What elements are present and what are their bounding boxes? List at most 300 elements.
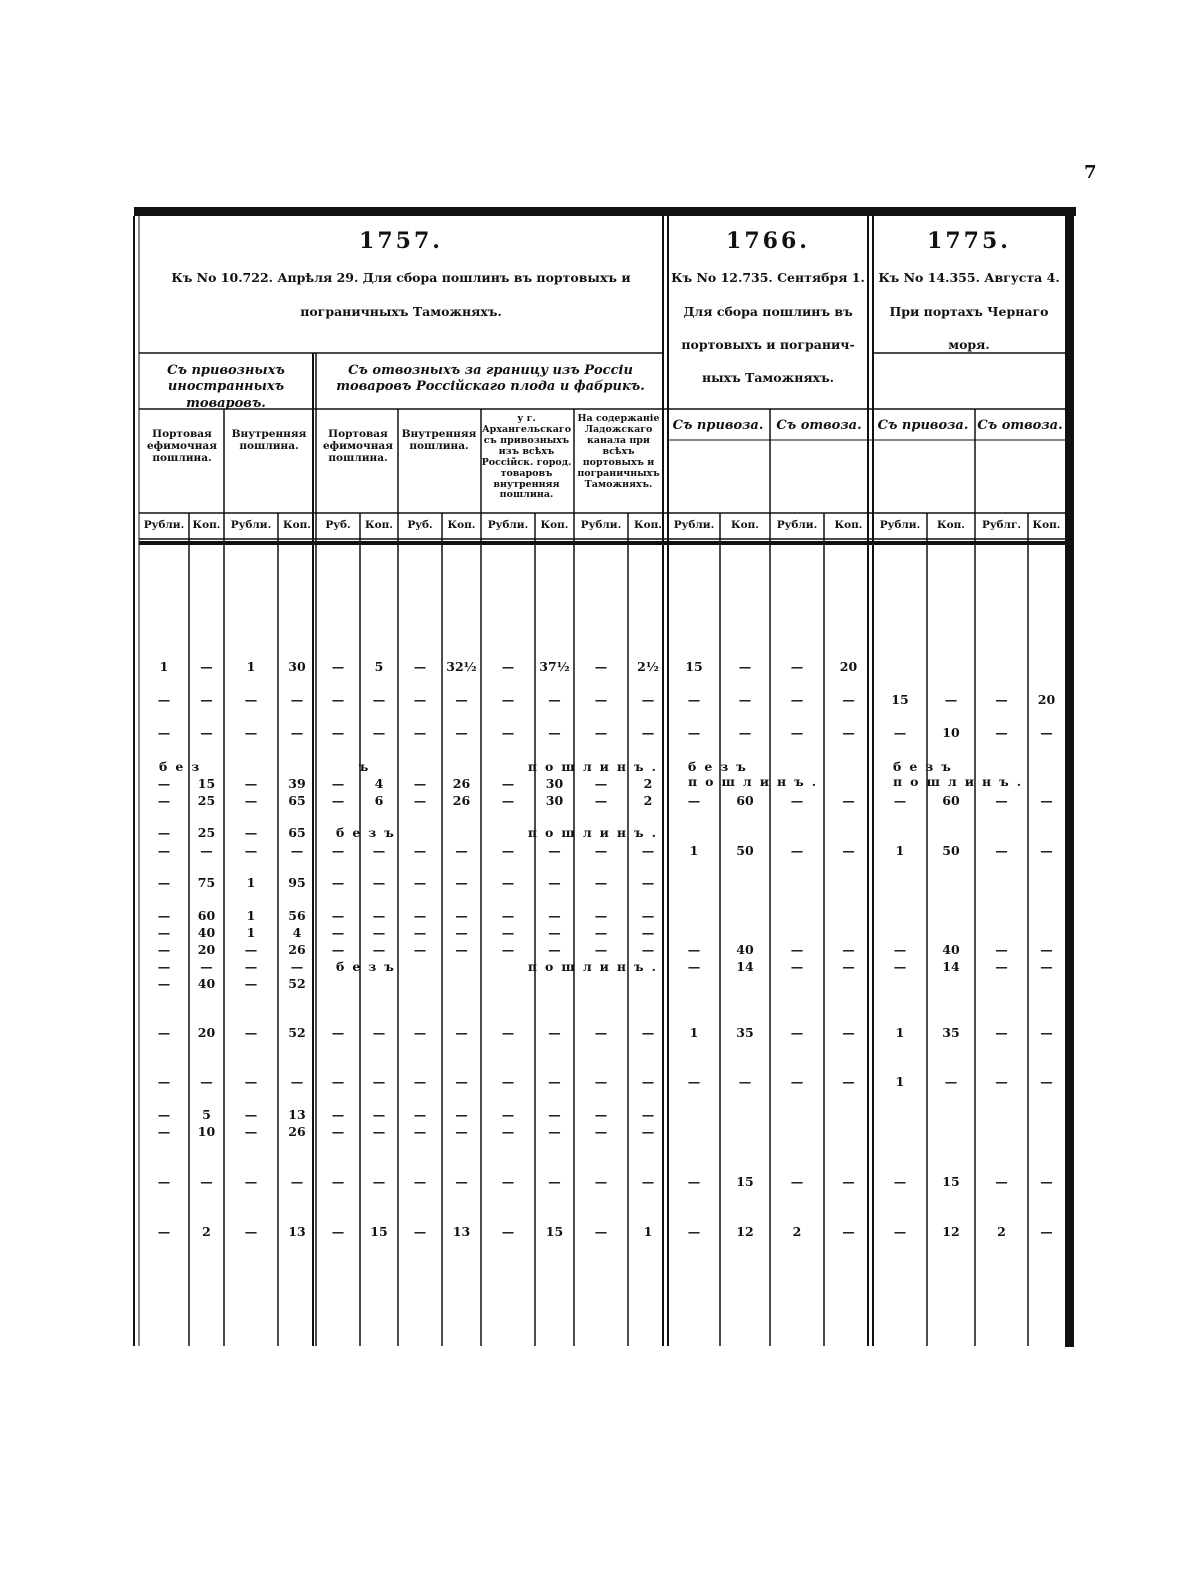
table-cell: — <box>641 1107 655 1122</box>
unit-label: Руб. <box>325 519 351 531</box>
unit-label: Рубли. <box>580 519 622 531</box>
import-1766: Съ привоза. <box>672 418 764 433</box>
table-cell: — <box>413 925 427 940</box>
table-cell: 5 <box>374 659 384 674</box>
table-cell: 60 <box>942 793 960 808</box>
table-cell: 50 <box>942 843 960 858</box>
import-group-1757: Съ привозныхъ иностранныхъ товаровъ. <box>167 363 285 411</box>
table-cell: — <box>157 793 171 808</box>
table-cell: — <box>157 875 171 890</box>
table-cell: — <box>372 925 386 940</box>
table-cell: — <box>501 843 515 858</box>
table-cell: — <box>331 925 345 940</box>
table-cell: — <box>157 843 171 858</box>
table-cell: — <box>372 843 386 858</box>
page-number: 7 <box>1084 162 1097 183</box>
year-1766: 1766. <box>726 228 810 254</box>
decree-1766-line1: Къ No 12.735. Сентября 1. <box>671 270 865 285</box>
table-cell: — <box>413 725 427 740</box>
table-cell: — <box>244 1124 258 1139</box>
table-cell: 26 <box>288 1124 306 1139</box>
sub-port-import: Портовая ефимочная пошлина. <box>147 428 217 465</box>
table-cell: — <box>1040 843 1053 858</box>
table-cell: — <box>1040 725 1053 740</box>
table-cell: — <box>157 1107 171 1122</box>
table-cell: — <box>548 1174 561 1189</box>
table-cell: 15 <box>370 1224 388 1239</box>
table-cell: — <box>290 1174 304 1189</box>
table-cell: — <box>687 959 701 974</box>
table-cell: — <box>244 776 258 791</box>
table-cell: — <box>413 1124 427 1139</box>
table-cell: 60 <box>736 793 754 808</box>
table-cell: — <box>290 692 304 707</box>
table-cell: — <box>687 942 701 957</box>
table-cell: — <box>790 959 804 974</box>
unit-label: Коп. <box>731 519 759 531</box>
table-cell: — <box>893 793 907 808</box>
table-cell: — <box>200 1174 213 1189</box>
table-cell: 10 <box>942 725 960 740</box>
table-cell: 10 <box>197 1124 216 1139</box>
table-cell: 1 <box>246 925 256 940</box>
table-cell: — <box>157 725 171 740</box>
table-cell: — <box>455 908 468 923</box>
table-cell: — <box>687 1174 701 1189</box>
table-cell: — <box>331 1124 345 1139</box>
table-cell: 35 <box>942 1025 960 1040</box>
table-cell: — <box>157 942 171 957</box>
table-cell: — <box>331 1224 345 1239</box>
table-cell: — <box>501 793 515 808</box>
table-cell: — <box>455 925 468 940</box>
table-cell: 12 <box>942 1224 960 1239</box>
table-cell: — <box>842 793 855 808</box>
table-cell: — <box>594 659 608 674</box>
table-cell: — <box>244 1025 258 1040</box>
table-cell: — <box>594 692 608 707</box>
table-cell: — <box>641 908 655 923</box>
without-duty-note: безъ пошлинъ. <box>893 759 1030 789</box>
table-cell: — <box>413 875 427 890</box>
without-duty-note: безъ пошлинъ. <box>688 759 825 789</box>
table-cell: 15 <box>197 776 216 791</box>
table-cell: — <box>244 843 258 858</box>
sub-internal-export: Внутренняя пошлина. <box>401 428 477 453</box>
unit-label: Рубли. <box>879 519 921 531</box>
table-cell: 40 <box>942 942 960 957</box>
table-cell: 56 <box>288 908 306 923</box>
table-cell: — <box>455 1107 468 1122</box>
table-cell: 2½ <box>637 659 659 674</box>
table-cell: 4 <box>292 925 302 940</box>
table-cell: — <box>372 725 386 740</box>
table-cell: 35 <box>736 1025 754 1040</box>
table-cell: 40 <box>736 942 754 957</box>
table-cell: — <box>372 1107 386 1122</box>
top-rule <box>134 207 1076 216</box>
table-cell: 52 <box>288 976 306 991</box>
table-cell: — <box>157 825 171 840</box>
table-cell: — <box>842 1174 855 1189</box>
table-cell: 75 <box>197 875 216 890</box>
table-cell: 40 <box>197 925 216 940</box>
decree-1766-line2: Для сбора пошлинъ въ <box>683 304 853 319</box>
table-cell: — <box>331 1107 345 1122</box>
table-cell: — <box>244 942 258 957</box>
unit-label: Рубли. <box>487 519 529 531</box>
table-cell: — <box>157 959 171 974</box>
year-1757: 1757. <box>359 228 443 254</box>
table-cell: — <box>790 1174 804 1189</box>
table-cell: 1 <box>895 1074 905 1089</box>
table-cell: — <box>594 725 608 740</box>
unit-label: Коп. <box>834 519 863 531</box>
right-rule <box>1065 207 1074 1347</box>
table-cell: — <box>842 725 855 740</box>
table-cell: — <box>501 692 515 707</box>
table-cell: 15 <box>685 659 703 674</box>
table-cell: — <box>1040 942 1053 957</box>
table-cell: — <box>331 776 345 791</box>
table-cell: — <box>944 692 958 707</box>
table-cell: 15 <box>545 1224 564 1239</box>
table-cell: — <box>331 908 345 923</box>
table-cell: — <box>548 1124 561 1139</box>
table-cell: — <box>842 959 855 974</box>
table-cell: — <box>157 1025 171 1040</box>
table-cell: — <box>893 1174 907 1189</box>
table-cell: — <box>548 843 561 858</box>
table-cell: — <box>413 1074 427 1089</box>
table-cell: 26 <box>288 942 306 957</box>
table-cell: — <box>157 925 171 940</box>
table-cell: — <box>548 925 561 940</box>
table-cell: 30 <box>545 776 564 791</box>
table-cell: — <box>244 959 258 974</box>
table-cell: — <box>413 908 427 923</box>
table-cell: — <box>995 843 1008 858</box>
table-cell: 2 <box>202 1224 211 1239</box>
table-cell: — <box>1040 1025 1053 1040</box>
table-cell: — <box>594 1174 608 1189</box>
table-cell: — <box>501 1174 515 1189</box>
table-cell: — <box>641 1174 655 1189</box>
table-cell: — <box>455 875 468 890</box>
table-cell: — <box>594 925 608 940</box>
table-cell: — <box>372 692 386 707</box>
table-cell: — <box>995 1074 1008 1089</box>
table-cell: — <box>1040 959 1053 974</box>
table-cell: — <box>790 1025 804 1040</box>
table-cell: 20 <box>197 942 216 957</box>
table-cell: — <box>413 1107 427 1122</box>
table-cell: — <box>244 725 258 740</box>
table-cell: — <box>455 1124 468 1139</box>
table-cell: — <box>501 875 515 890</box>
table-cell: — <box>893 959 907 974</box>
table-cell: — <box>641 942 655 957</box>
table-cell: — <box>455 843 468 858</box>
table-cell: 1 <box>246 659 256 674</box>
table-cell: 25 <box>197 793 216 808</box>
table-cell: — <box>687 1224 701 1239</box>
table-cell: — <box>594 1124 608 1139</box>
table-cell: — <box>331 1074 345 1089</box>
table-cell: — <box>995 1025 1008 1040</box>
table-cell: 65 <box>288 825 306 840</box>
table-cell: — <box>244 976 258 991</box>
table-cell: — <box>893 725 907 740</box>
table-cell: 2 <box>792 1224 802 1239</box>
table-cell: — <box>290 959 304 974</box>
unit-label: Рубли. <box>776 519 818 531</box>
table-cell: — <box>641 1124 655 1139</box>
table-cell: — <box>641 925 655 940</box>
table-cell: 14 <box>736 959 754 974</box>
table-cell: 2 <box>643 793 653 808</box>
table-cell: — <box>687 793 701 808</box>
table-cell: — <box>244 692 258 707</box>
table-cell: — <box>501 925 515 940</box>
unit-label: Коп. <box>192 519 221 531</box>
table-cell: — <box>372 1025 386 1040</box>
export-1766: Съ отвоза. <box>776 418 862 433</box>
table-cell: — <box>1040 1074 1053 1089</box>
table-cell: — <box>594 1107 608 1122</box>
table-cell: 25 <box>197 825 216 840</box>
table-cell: — <box>738 725 752 740</box>
table-cell: — <box>501 1224 515 1239</box>
table-cell: — <box>331 725 345 740</box>
table-cell: — <box>413 1174 427 1189</box>
import-1775: Съ привоза. <box>877 418 969 433</box>
table-cell: — <box>641 692 655 707</box>
table-cell: 2 <box>643 776 653 791</box>
table-cell: — <box>200 959 213 974</box>
table-cell: — <box>157 1124 171 1139</box>
table-cell: 13 <box>288 1224 306 1239</box>
sub-ladoga: На содержаніе Ладожскаго канала при всѣхъ портовыхъ и пограничныхъ Таможняхъ. <box>577 413 660 490</box>
table-cell: — <box>413 843 427 858</box>
table-cell: 40 <box>197 976 216 991</box>
table-cell: 50 <box>736 843 754 858</box>
table-cell: — <box>501 942 515 957</box>
table-cell: — <box>290 725 304 740</box>
table-cell: 1 <box>689 843 699 858</box>
table-cell: — <box>790 659 804 674</box>
table-cell: — <box>413 942 427 957</box>
table-cell: — <box>157 1224 171 1239</box>
table-cell: 26 <box>452 776 471 791</box>
table-cell: 20 <box>1037 692 1056 707</box>
table-cell: — <box>244 1107 258 1122</box>
decree-1757-line1: Къ No 10.722. Апрѣля 29. Для сбора пошлинъ въ портовыхъ и <box>171 270 631 285</box>
table-cell: — <box>1040 1224 1053 1239</box>
table-cell: — <box>687 725 701 740</box>
table-cell: — <box>995 793 1008 808</box>
decree-1775-line3: моря. <box>948 337 990 352</box>
unit-label: Коп. <box>447 519 476 531</box>
table-cell: 13 <box>288 1107 306 1122</box>
table-cell: — <box>738 692 752 707</box>
table-cell: — <box>200 692 213 707</box>
table-cell: — <box>790 942 804 957</box>
table-cell: — <box>157 908 171 923</box>
unit-label: Коп. <box>634 519 662 531</box>
table-cell: — <box>200 843 213 858</box>
table-cell: — <box>290 1074 304 1089</box>
table-cell: — <box>501 725 515 740</box>
table-cell: — <box>594 942 608 957</box>
table-cell: — <box>594 843 608 858</box>
table-cell: — <box>455 942 468 957</box>
table-cell: 4 <box>374 776 384 791</box>
table-cell: 1 <box>246 908 256 923</box>
unit-label: Руб. <box>407 519 433 531</box>
table-cell: — <box>790 793 804 808</box>
without-duty-note: без ъ пошлинъ. <box>159 759 664 774</box>
table-cell: 6 <box>374 793 384 808</box>
table-cell: 12 <box>736 1224 754 1239</box>
table-cell: — <box>548 1025 561 1040</box>
table-cell: — <box>995 692 1008 707</box>
table-cell: — <box>687 1074 701 1089</box>
table-cell: 2 <box>997 1224 1006 1239</box>
table-cell: — <box>331 875 345 890</box>
table-cell: — <box>1040 1174 1053 1189</box>
table-cell: — <box>413 776 427 791</box>
table-cell: 15 <box>736 1174 754 1189</box>
table-cell: — <box>790 692 804 707</box>
table-cell: — <box>244 825 258 840</box>
unit-label: Рубли. <box>673 519 715 531</box>
table-cell: — <box>455 1074 468 1089</box>
table-cell: — <box>290 843 304 858</box>
table-cell: 1 <box>246 875 256 890</box>
table-cell: — <box>331 1025 345 1040</box>
table-cell: — <box>244 1074 258 1089</box>
table-cell: 20 <box>197 1025 216 1040</box>
export-group-1757: Съ отвозныхъ за границу изъ Россіи товаровъ Россійскаго плода и фабрикъ. <box>336 363 645 395</box>
table-cell: — <box>372 908 386 923</box>
table-cell: — <box>331 692 345 707</box>
table-cell: — <box>501 659 515 674</box>
table-cell: — <box>641 1025 655 1040</box>
table-cell: — <box>244 793 258 808</box>
table-cell: — <box>842 1025 855 1040</box>
table-cell: — <box>413 692 427 707</box>
table-cell: — <box>842 1074 855 1089</box>
table-cell: — <box>842 942 855 957</box>
table-cell: — <box>548 725 561 740</box>
table-cell: — <box>157 1074 171 1089</box>
unit-label: Коп. <box>283 519 311 531</box>
table-cell: 15 <box>891 692 909 707</box>
sub-internal-import: Внутренняя пошлина. <box>231 428 307 453</box>
table-cell: — <box>594 1025 608 1040</box>
table-cell: 1 <box>895 1025 905 1040</box>
table-cell: — <box>641 725 655 740</box>
table-cell: — <box>157 1174 171 1189</box>
year-1775: 1775. <box>927 228 1011 254</box>
table-cell: 26 <box>452 793 471 808</box>
table-cell: — <box>413 793 427 808</box>
table-cell: — <box>501 1025 515 1040</box>
table-cell: — <box>200 659 213 674</box>
table-cell: 5 <box>202 1107 211 1122</box>
table-cell: 20 <box>839 659 858 674</box>
table-cell: — <box>331 942 345 957</box>
table-cell: — <box>995 959 1008 974</box>
table-cell: — <box>842 843 855 858</box>
table-cell: — <box>842 692 855 707</box>
table-cell: — <box>501 776 515 791</box>
decree-1766-line3: портовыхъ и погранич- <box>681 337 855 352</box>
table-cell: — <box>790 843 804 858</box>
sub-arkhangelsk: у г. Архангельскаго съ привозныхъ изъ всѣхъ Россійск. город. товаровъ внутренняя пошлина. <box>481 413 572 501</box>
table-cell: — <box>331 659 345 674</box>
table-cell: — <box>501 908 515 923</box>
table-cell: — <box>331 793 345 808</box>
table-cell: — <box>455 692 468 707</box>
table-cell: — <box>548 942 561 957</box>
table-cell: — <box>548 875 561 890</box>
table-cell: 39 <box>288 776 306 791</box>
table-cell: — <box>641 843 655 858</box>
table-cell: — <box>687 692 701 707</box>
table-cell: — <box>331 843 345 858</box>
table-cell: — <box>372 1174 386 1189</box>
export-1775: Съ отвоза. <box>977 418 1063 433</box>
table-cell: — <box>790 725 804 740</box>
table-cell: 65 <box>288 793 306 808</box>
table-cell: — <box>200 1074 213 1089</box>
table-cell: — <box>372 1124 386 1139</box>
table-cell: — <box>372 875 386 890</box>
table-cell: — <box>995 1174 1008 1189</box>
table-cell: 37½ <box>539 659 570 674</box>
decree-1757-line2: пограничныхъ Таможняхъ. <box>300 304 502 319</box>
table-cell: — <box>893 1224 907 1239</box>
table-cell: 14 <box>942 959 960 974</box>
table-cell: — <box>995 942 1008 957</box>
table-cell: 60 <box>197 908 216 923</box>
table-cell: — <box>413 1224 427 1239</box>
table-cell: — <box>738 659 752 674</box>
unit-label: Рублг. <box>981 519 1022 531</box>
table-cell: — <box>157 692 171 707</box>
table-cell: 30 <box>545 793 564 808</box>
table-cell: 13 <box>452 1224 471 1239</box>
unit-label: Коп. <box>937 519 965 531</box>
table-cell: — <box>455 1174 468 1189</box>
unit-label: Коп. <box>1032 519 1061 531</box>
table-cell: — <box>413 1025 427 1040</box>
table-cell: — <box>594 908 608 923</box>
table-cell: — <box>157 776 171 791</box>
without-duty-note: безъ пошлинъ. <box>336 825 664 840</box>
table-cell: — <box>790 1074 804 1089</box>
table-cell: — <box>331 1174 345 1189</box>
table-cell: — <box>501 1107 515 1122</box>
decree-1766-line4: ныхъ Таможняхъ. <box>701 370 835 385</box>
table-cell: 30 <box>288 659 306 674</box>
table-cell: — <box>372 1074 386 1089</box>
decree-1775-line2: При портахъ Чернаго <box>889 304 1049 319</box>
unit-label: Коп. <box>365 519 393 531</box>
table-cell: 52 <box>288 1025 306 1040</box>
